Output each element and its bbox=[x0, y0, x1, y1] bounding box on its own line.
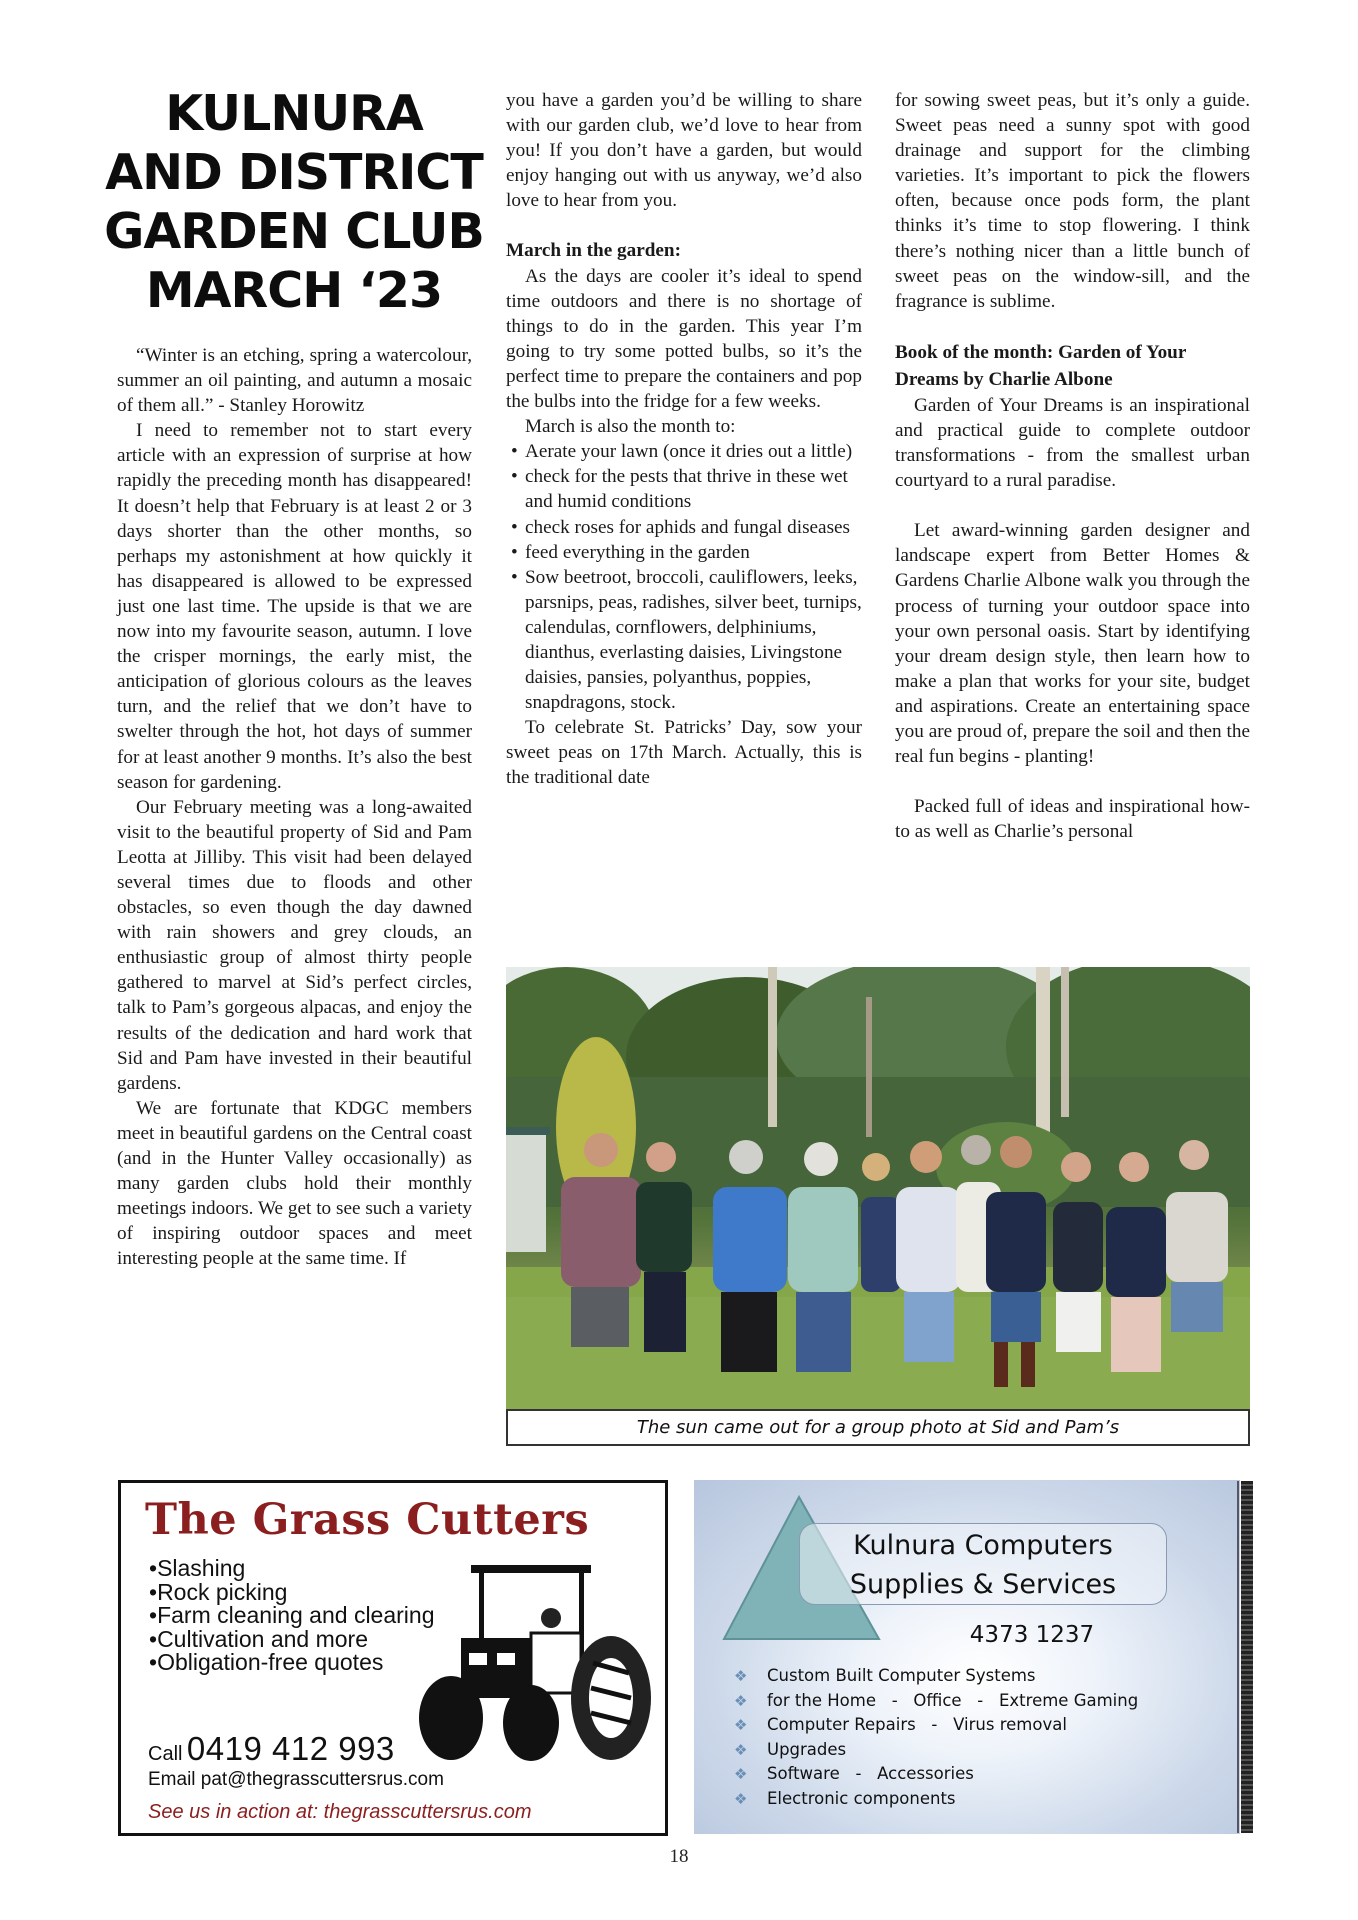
list-item: ❖ Software - Accessories bbox=[734, 1762, 1138, 1787]
list-item: ❖ Electronic components bbox=[734, 1787, 1138, 1812]
diamond-bullet-icon: ❖ bbox=[734, 1667, 748, 1685]
article-column-1 bbox=[117, 343, 472, 1271]
paragraph: Our February meeting was a long-awaited visit to the beautiful property of Sid and Pam Leotta at Jilliby. This visit had been delayed several times due to floods and other obstacles, so even though the day dawned with rain showers and grey clouds, an enthusiastic group of almost thirty people gathered to marvel at Sid’s perfect circles, talk to Pam’s gorgeous alpacas, and enjoy the results of the dedication and hard work that Sid and Pam have invested in their beautiful gardens. bbox=[117, 796, 472, 1094]
ad-brand-name: The Grass Cutters bbox=[145, 1495, 590, 1545]
kulnura-computers-ad bbox=[694, 1480, 1240, 1834]
paragraph: Let award-winning garden designer and landscape expert from Better Homes & Gardens Charlie Albone walk you through the process of turning your outdoor space into your own personal oasis. Start by identifying your dream design style, then learn how to make a plan that works for your site, budget and aspirations. Create an entertaining space you are proud of, prepare the soil and then the real fun begins - planting! bbox=[895, 520, 1250, 768]
grass-cutters-ad bbox=[118, 1480, 668, 1836]
title-line: AND DISTRICT bbox=[105, 144, 483, 201]
diamond-bullet-icon: ❖ bbox=[734, 1691, 748, 1710]
title-line: KULNURA bbox=[165, 85, 423, 142]
list-item: ❖ Custom Built Computer Systems bbox=[734, 1664, 1138, 1689]
name-line: Supplies & Services bbox=[849, 1569, 1117, 1600]
paragraph: I need to remember not to start every article with an expression of surprise at how rapidly the preceding month has disappeared! It doesn’t help that February is at least 2 or 3 days shorter than the other months, so perhaps my astonishment at how quickly it has disappeared is allowed to be expressed just one last time. The upside is that we are now into my favourite season, autumn. I love the crisper mornings, the early mist, the anticipation of glorious colours as the leaves turn, and the relief that we don’t have to swelter through the hot, hot days of summer for at least another 9 months. It’s also the best season for gardening. bbox=[117, 420, 472, 793]
ad-phone: 4373 1237 bbox=[969, 1622, 1095, 1648]
list-item: ❖ Computer Repairs - Virus removal bbox=[734, 1713, 1138, 1738]
paragraph: you have a garden you’d be willing to share with our garden club, we’d love to hear from you! If you don’t have a garden, but would enjoy hanging out with us anyway, we’d also love to hear from you. bbox=[506, 90, 862, 212]
article-column-3 bbox=[895, 88, 1250, 844]
list-item: ❖ Upgrades bbox=[734, 1738, 1138, 1763]
photo-caption: The sun came out for a group photo at Sid and Pam’s bbox=[506, 1409, 1250, 1446]
page-number: 18 bbox=[669, 1846, 689, 1867]
list-item: • check for the pests that thrive in these wet and humid conditions bbox=[506, 464, 862, 514]
title-line: GARDEN CLUB bbox=[104, 203, 484, 260]
ad-services-list bbox=[149, 1557, 435, 1675]
paragraph: To celebrate St. Patricks’ Day, sow your sweet peas on 17th March. Actually, this is the traditional date bbox=[506, 717, 862, 789]
phone-number: 0419 412 993 bbox=[186, 1730, 395, 1767]
section-heading: March in the garden: bbox=[506, 240, 681, 262]
list-item: • Sow beetroot, broccoli, cauliflowers, leeks, parsnips, peas, radishes, silver beet, turnips, calendulas, cornflowers, delphiniums, dianthus, everlasting daisies, Livingstone daisies, pansies, polyanthus, poppies, snapdragons, stock. bbox=[506, 565, 862, 716]
article-title bbox=[104, 84, 484, 320]
ad-website: See us in action at: thegrasscuttersrus.com bbox=[148, 1801, 532, 1823]
list-item: • Obligation-free quotes bbox=[149, 1651, 435, 1675]
tractor-icon bbox=[411, 1563, 661, 1763]
paragraph: We are fortunate that KDGC members meet in beautiful gardens on the Central coast (and in the Hunter Valley occasionally) as many garden clubs hold their monthly meetings indoors. We get to see such a variety of inspiring outdoor spaces and meet interesting people at the same time. If bbox=[117, 1097, 472, 1270]
garden-group-photo-illustration bbox=[506, 967, 1250, 1410]
ad-business-name bbox=[799, 1523, 1167, 1605]
ad-border-strip bbox=[1241, 1481, 1253, 1833]
paragraph: As the days are cooler it’s ideal to spend time outdoors and there is no shortage of things to do in the garden. This year I’m going to try some potted bulbs, so it’s the perfect time to prepare the containers and pop the bulbs into the fridge for a few weeks. bbox=[506, 265, 862, 413]
name-line: Kulnura Computers bbox=[853, 1530, 1113, 1561]
ad-phone bbox=[148, 1730, 395, 1768]
book-heading: Book of the month: Garden of Your Dreams by Charlie Albone bbox=[895, 341, 1187, 390]
article-column-2 bbox=[506, 88, 862, 791]
title-line: MARCH ‘23 bbox=[145, 262, 443, 319]
ad-email: Email pat@thegrasscuttersrus.com bbox=[148, 1769, 444, 1790]
call-label: Call bbox=[148, 1743, 183, 1765]
paragraph: Packed full of ideas and inspirational how-to as well as Charlie’s personal bbox=[895, 796, 1250, 843]
list-intro: March is also the month to: bbox=[525, 416, 736, 438]
list-item: • check roses for aphids and fungal diseases bbox=[506, 515, 862, 540]
paragraph: Garden of Your Dreams is an inspirational and practical guide to complete outdoor transformations - from the smallest urban courtyard to a rural paradise. bbox=[895, 394, 1250, 492]
list-item: • Farm cleaning and clearing bbox=[149, 1604, 435, 1628]
diamond-bullet-icon: ❖ bbox=[734, 1740, 748, 1759]
list-item: • Aerate your lawn (once it dries out a little) bbox=[506, 439, 862, 464]
list-item: • feed everything in the garden bbox=[506, 540, 862, 565]
list-item: ❖ for the Home - Office - Extreme Gaming bbox=[734, 1689, 1138, 1714]
group-photo bbox=[506, 967, 1250, 1410]
paragraph: for sowing sweet peas, but it’s only a guide. Sweet peas need a sunny spot with good drainage and support for the climbing varieties. It’s important to pick the flowers often, because once pods form, the plant thinks it’s time to stop flowering. I think there’s nothing nicer than a little bunch of sweet peas on the window-sill, and the fragrance is sublime. bbox=[895, 90, 1250, 312]
diamond-bullet-icon: ❖ bbox=[734, 1765, 748, 1783]
ad-border-line bbox=[1237, 1481, 1239, 1833]
garden-tasks-list bbox=[506, 439, 862, 715]
opening-quote: “Winter is an etching, spring a watercolour, summer an oil painting, and autumn a mosaic of them all.” - Stanley Horowitz bbox=[117, 345, 472, 417]
diamond-bullet-icon: ❖ bbox=[734, 1716, 748, 1734]
list-item: • Slashing bbox=[149, 1557, 435, 1581]
list-item: • Cultivation and more bbox=[149, 1628, 435, 1652]
diamond-bullet-icon: ❖ bbox=[734, 1789, 748, 1808]
list-item: • Rock picking bbox=[149, 1581, 435, 1605]
ad-services-list bbox=[734, 1664, 1138, 1811]
